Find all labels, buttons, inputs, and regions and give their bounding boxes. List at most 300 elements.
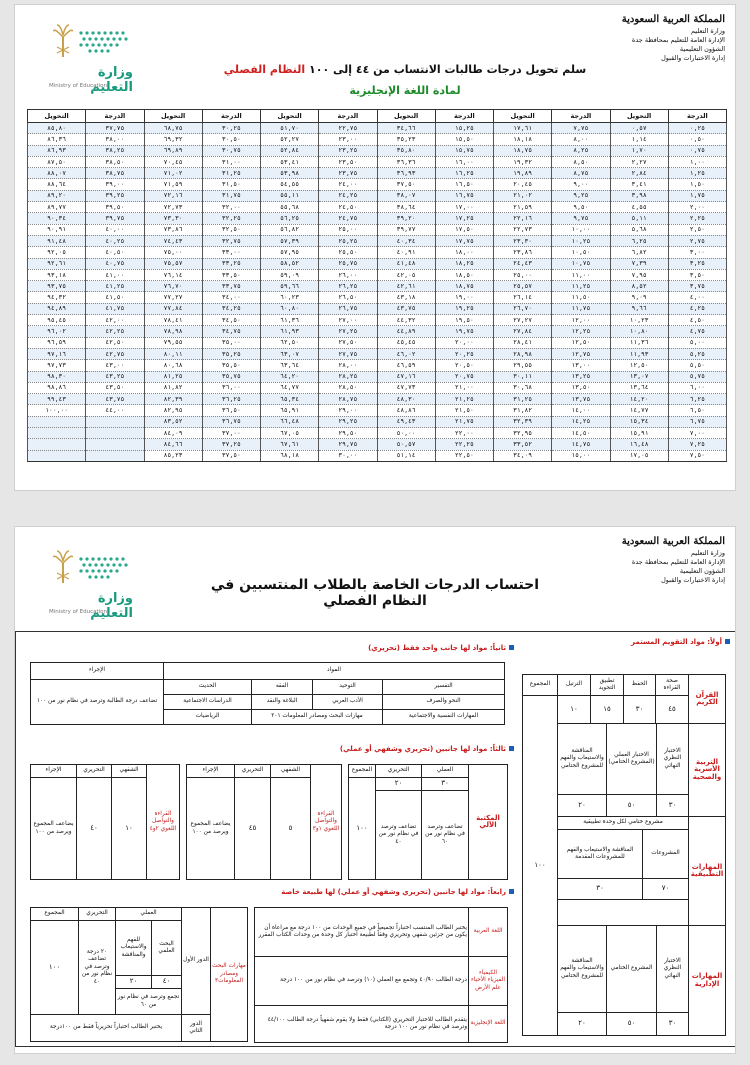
converted-cell: ٤٤,٨٩ [377, 326, 435, 337]
grade-cell [86, 450, 144, 461]
grade-cell: ٦,٧٥ [668, 416, 726, 427]
grade-cell: ٣٨,٢٥ [86, 145, 144, 156]
converted-cell: ٦١,٣٦ [261, 315, 319, 326]
grade-cell: ٢٠,٠٠ [435, 337, 493, 348]
logo-english: Ministry of Education [49, 609, 108, 615]
sec3-h-total: المجموع [348, 764, 376, 778]
grade-cell: ١,٢٥ [668, 168, 726, 179]
col-grade-header: الدرجة [552, 110, 610, 123]
col-conv-header: التحويل [28, 110, 86, 123]
grade-cell: ٣٤,٥٠ [202, 315, 260, 326]
grade-cell: ٣٧,٥٠ [202, 450, 260, 461]
grade-cell: ٣٣,٥٠ [202, 269, 260, 280]
converted-cell: ٥٩,٦٦ [261, 281, 319, 292]
converted-cell: ٦٩,٨٩ [144, 145, 202, 156]
quran-v1: ٤٥ [655, 695, 689, 724]
table-row [28, 281, 727, 292]
grade-cell: ٦,٥٠ [668, 405, 726, 416]
converted-cell: ٤٠,٣٤ [377, 235, 435, 246]
subject-science: الكيمياء الفيزياء الأحياء علم الأرض [468, 956, 508, 1006]
converted-cell: ٤,٥٥ [610, 202, 668, 213]
converted-cell: ٢٦,١٤ [494, 292, 552, 303]
converted-cell: ٨٩,٢٠ [28, 190, 86, 201]
grade-cell: ٨,٥٠ [552, 156, 610, 167]
converted-cell: ٩٤,٨٩ [28, 303, 86, 314]
converted-cell: ٤٢,٦١ [377, 281, 435, 292]
converted-cell: ٨١,٨٢ [144, 382, 202, 393]
converted-cell: ٨٤,٠٩ [144, 428, 202, 439]
admin-name: الإدارة العامة للتعليم بمحافظة جدة [631, 558, 725, 566]
grade-cell: ٣٨,٠٠ [86, 134, 144, 145]
subject-applied: المهارات التطبيقية [688, 816, 726, 926]
converted-cell: ١٠٠,٠٠ [28, 405, 86, 416]
sec4-h-research: البحث العلمي [151, 920, 182, 976]
admin-h1: الاختبار النظري النهائي [656, 925, 689, 1013]
title-system: النظام الفصلي [223, 63, 306, 76]
grade-cell: ٣٢,٢٥ [202, 213, 260, 224]
quran-h1: صحة القراءة [655, 674, 689, 696]
bullet-square-icon [509, 645, 514, 650]
sec3-h-proc: الإجراء [30, 764, 77, 778]
arabic-rule: يختبر الطالب المنتسب اختباراً تجميعياً في جميع الوحدات من ١٠٠ درجة مع مراعاة أن يكون من جزئين شفهي وتحريري وفقاً لطبيعة اختبار كل وحدة من وحدات الكتاب المقرر [254, 907, 469, 957]
converted-cell: ٦٨,١٨ [261, 450, 319, 461]
converted-cell: ٢٣,٣٠ [494, 235, 552, 246]
converted-cell: ٩٨,٣٠ [28, 371, 86, 382]
grade-cell: ٢٣,٠٠ [319, 134, 377, 145]
converted-cell: ١١,٩٣ [610, 348, 668, 359]
col-grade-header: الدرجة [319, 110, 377, 123]
grade-cell: ١٩,٠٠ [435, 292, 493, 303]
table-row [28, 235, 727, 246]
grade-cell: ٤١,٥٠ [86, 292, 144, 303]
converted-cell: ٧٦,١٤ [144, 269, 202, 280]
sec4-v-understand: ٢٠ [115, 975, 152, 989]
converted-cell: ٩٦,٠٢ [28, 326, 86, 337]
converted-cell: ٣,٩٨ [610, 190, 668, 201]
table-row [28, 292, 727, 303]
converted-cell: ٥٦,٢٥ [261, 213, 319, 224]
sec3-h-written: التحريري [375, 764, 422, 778]
converted-cell: ٣٧,٥٠ [377, 179, 435, 190]
subject-library: المكتبة الآلي [468, 764, 508, 880]
converted-cell: ٤٥,٤٥ [377, 337, 435, 348]
table-row [28, 258, 727, 269]
converted-cell: ٩٢,٦١ [28, 258, 86, 269]
table-row [28, 315, 727, 326]
converted-cell: ٨٨,٦٤ [28, 179, 86, 190]
table-row [28, 224, 727, 235]
section-heading-4: رابعاً: مواد لها جانبين (تحريري وشفهي أو عملي) لها طبيعة خاصة [281, 888, 514, 896]
grade-cell: ١٩,٧٥ [435, 326, 493, 337]
grade-cell: ١٧,٠٠ [435, 202, 493, 213]
converted-cell: ٣٠,١١ [494, 371, 552, 382]
grade-cell: ٢٦,٧٥ [319, 303, 377, 314]
converted-cell: ٩٨,٨٦ [28, 382, 86, 393]
converted-cell: ٦٦,٤٨ [261, 416, 319, 427]
converted-cell: ١٧,٠٥ [610, 450, 668, 461]
grade-cell: ٦,٢٥ [668, 394, 726, 405]
affairs-name: الشؤون التعليمية [679, 567, 725, 575]
page-title: احتساب الدرجات الخاصة بالطلاب المنتسبين في النظام الفصلي [210, 577, 540, 609]
section-heading-1: أولاً: مواد التقويم المستمر [631, 638, 730, 646]
conversion-table-wrap [27, 109, 727, 491]
dots-pattern-icon [77, 29, 131, 55]
grade-cell: ٢٨,٧٥ [319, 394, 377, 405]
page-header [622, 535, 725, 585]
table-row [28, 416, 727, 427]
grade-cell: ١,٠٠ [668, 156, 726, 167]
sec4-h-total: المجموع [30, 907, 79, 921]
converted-cell: ٨٠,١١ [144, 348, 202, 359]
subject-subtitle: لمادة اللغة الإنجليزية [349, 84, 461, 97]
admin-name: الإدارة العامة للتعليم بمحافظة جدة [631, 36, 725, 44]
grade-cell: ٣٠,٠٠ [319, 450, 377, 461]
palm-emblem-icon [53, 549, 73, 585]
converted-cell: ٥٨,٥٢ [261, 258, 319, 269]
grade-cell: ١٢,٢٥ [552, 326, 610, 337]
converted-cell: ١٣,٠٧ [610, 371, 668, 382]
converted-cell: ٢٥,٥٧ [494, 281, 552, 292]
grade-cell: ٢٢,٠٠ [435, 428, 493, 439]
grade-cell: ١,٥٠ [668, 179, 726, 190]
converted-cell: ٧,٣٩ [610, 258, 668, 269]
grade-cell: ٣٥,٢٥ [202, 348, 260, 359]
converted-cell: ١١,٣٦ [610, 337, 668, 348]
grade-cell: ٨,٢٥ [552, 145, 610, 156]
grade-cell: ٣٠,٥٠ [202, 134, 260, 145]
table-row [28, 428, 727, 439]
sec3-w-val: ٢٠ [375, 777, 422, 791]
dots-pattern-icon [77, 555, 131, 581]
sec3-w1: ٤٥ [234, 777, 271, 880]
grade-cell: ١٥,٧٥ [435, 145, 493, 156]
converted-cell: ٧٠,٤٥ [144, 156, 202, 167]
grade-cell: ٣٣,٠٠ [202, 247, 260, 258]
table-row [28, 247, 727, 258]
col-conv-header: التحويل [144, 110, 202, 123]
converted-cell: ٤٧,٧٣ [377, 382, 435, 393]
conversion-sheet-page [14, 4, 736, 491]
grade-cell: ٢٩,٠٠ [319, 405, 377, 416]
converted-cell: ٧١,٠٢ [144, 168, 202, 179]
sec3-o1: ٥ [270, 777, 311, 880]
grade-cell: ١٨,٢٥ [435, 258, 493, 269]
palm-emblem-icon [53, 23, 73, 59]
converted-cell: ٦٣,٠٧ [261, 348, 319, 359]
converted-cell: ٣٥,٨٠ [377, 145, 435, 156]
grade-cell: ٥,٧٥ [668, 371, 726, 382]
grade-cell: ٩,٢٥ [552, 190, 610, 201]
converted-cell: ٢٩,٥٥ [494, 360, 552, 371]
converted-cell: ٩٢,٠٥ [28, 247, 86, 258]
converted-cell: ٥٠,٠٠ [377, 428, 435, 439]
sec3-h-oral: الشفهي [111, 764, 147, 778]
converted-cell: ٥١,٧٠ [261, 123, 319, 134]
sec2-r7: الرياضيات [163, 709, 252, 725]
grade-cell: ٣٥,٥٠ [202, 360, 260, 371]
grade-cell [86, 428, 144, 439]
conversion-table [27, 109, 727, 462]
converted-cell: ٩٠,٩١ [28, 224, 86, 235]
converted-cell: ٢٨,٩٨ [494, 348, 552, 359]
sec4-practical-note: تجمع وترصد في نظام نور من ٦٠ [115, 988, 182, 1015]
converted-cell: ٥٤,٥٥ [261, 179, 319, 190]
grade-cell: ٢١,٠٠ [435, 382, 493, 393]
sec3-h-written: التحريري [234, 764, 271, 778]
sec3-h-proc: الإجراء [186, 764, 235, 778]
grade-cell: ٤,٧٥ [668, 326, 726, 337]
converted-cell: ٥٧,٩٥ [261, 247, 319, 258]
grade-cell: ٤٢,٢٥ [86, 326, 144, 337]
converted-cell: ٢٧,٢٧ [494, 315, 552, 326]
converted-cell: ٦٧,٠٥ [261, 428, 319, 439]
grade-cell: ٣٥,٠٠ [202, 337, 260, 348]
converted-cell: ٤٧,١٦ [377, 371, 435, 382]
admin-v2: ٥٠ [606, 1012, 657, 1036]
grade-cell: ٣٢,٥٠ [202, 224, 260, 235]
grade-cell: ٢٠,٢٥ [435, 348, 493, 359]
converted-cell: ٧١,٥٩ [144, 179, 202, 190]
grade-cell: ٢٥,٥٠ [319, 247, 377, 258]
table-row [28, 190, 727, 201]
grade-cell: ٢٩,٧٥ [319, 439, 377, 450]
converted-cell: ٩٥,٤٥ [28, 315, 86, 326]
grade-cell: ٤١,٢٥ [86, 281, 144, 292]
converted-cell: ٩٠,٣٤ [28, 213, 86, 224]
converted-cell: ١٥,٩١ [610, 428, 668, 439]
english-rule: يتقدم الطالب للاختبار التحريري (الكتابي) فقط ولا يقوم شفهياً درجة الطالب ٤٤/١٠٠ وترصد في نظام نور من ١٠٠ درجة [254, 1005, 469, 1043]
sec3-total: ١٠٠ [348, 777, 376, 880]
converted-cell: ٦٧,٦١ [261, 439, 319, 450]
converted-cell: ٣١,٢٥ [494, 394, 552, 405]
grade-cell: ١٣,٢٥ [552, 371, 610, 382]
ministry-logo [33, 549, 133, 627]
converted-cell: ٣١,٨٢ [494, 405, 552, 416]
grade-cell: ٣٢,٧٥ [202, 235, 260, 246]
grade-cell: ٣٧,٠٠ [202, 428, 260, 439]
grade-cell: ١٠,٧٥ [552, 258, 610, 269]
converted-cell: ٢٣,٨٦ [494, 247, 552, 258]
converted-cell: ٥٠,٥٧ [377, 439, 435, 450]
converted-cell: ٩,٦٦ [610, 303, 668, 314]
grade-cell: ١٤,٧٥ [552, 439, 610, 450]
converted-cell: ٧٨,٤١ [144, 315, 202, 326]
grade-cell: ٣٠,٧٥ [202, 145, 260, 156]
grade-cell: ١٩,٢٥ [435, 303, 493, 314]
grade-cell: ٢٢,٢٥ [435, 439, 493, 450]
col-grade-header: الدرجة [86, 110, 144, 123]
grade-cell: ١٤,٢٥ [552, 416, 610, 427]
col-conv-header: التحويل [377, 110, 435, 123]
converted-cell: ٤٩,٤٣ [377, 416, 435, 427]
converted-cell: ٣٢,٣٩ [494, 416, 552, 427]
round2-rule: يختبر الطالب اختباراً تحريرياً فقط من ١٠٠درجة [30, 1014, 182, 1042]
grade-cell: ٤١,٧٥ [86, 303, 144, 314]
admin-h3: المناقشة والاستيعاب والفهم للمشروع الختامي [557, 925, 607, 1013]
grade-cell: ١٧,٢٥ [435, 213, 493, 224]
grade-cell: ٣,٠٠ [668, 247, 726, 258]
grade-cell: ٣١,٧٥ [202, 190, 260, 201]
converted-cell: ٩,٠٩ [610, 292, 668, 303]
sec3-o2: ١٠ [111, 777, 147, 880]
converted-cell: ٦٣,٦٤ [261, 360, 319, 371]
converted-cell: ٣٤,٠٩ [494, 450, 552, 461]
subject-research: مهارات البحث ومصادر المعلومات٣ [210, 907, 248, 1042]
sec3-p-val: ٣٠ [421, 777, 469, 791]
section-heading-3: ثالثاً: مواد لها جانبين (تحريري وشفهي أو عملي) [340, 745, 514, 753]
grade-cell: ٢٤,٧٥ [319, 213, 377, 224]
converted-cell: ٨٧,٥٠ [28, 156, 86, 167]
table-row [28, 145, 727, 156]
converted-cell: ٠,٥٧ [610, 123, 668, 134]
quran-h3: تطبيق التجويد [590, 674, 624, 696]
sec3-h-written: التحريري [76, 764, 112, 778]
converted-cell: ٦,٨٢ [610, 247, 668, 258]
converted-cell: ٧٧,٢٧ [144, 292, 202, 303]
grade-cell: ٤٠,٥٠ [86, 247, 144, 258]
converted-cell: ١٨,٧٥ [494, 145, 552, 156]
converted-cell: ٥٩,٠٩ [261, 269, 319, 280]
kingdom-name: المملكة العربية السعودية [621, 536, 725, 547]
bullet-square-icon [509, 746, 514, 751]
table-row [28, 348, 727, 359]
grade-cell: ٧,٧٥ [552, 123, 610, 134]
grade-cell: ٣٣,٧٥ [202, 281, 260, 292]
grade-cell: ١٣,٠٠ [552, 360, 610, 371]
grade-cell: ٢,٠٠ [668, 202, 726, 213]
converted-cell: ١,١٤ [610, 134, 668, 145]
grade-cell: ٧,٠٠ [668, 428, 726, 439]
sec4-written-note: ٢٠ درجة تضاعف وترصد في نظام نور من ٤٠ [78, 920, 116, 1015]
sec3-proc1: يضاعف المجموع ويرصد من ١٠٠ [186, 777, 235, 880]
quran-h4: الترتيل [557, 674, 591, 696]
converted-cell: ٥٦,٨٢ [261, 224, 319, 235]
converted-cell: ٨,٥٢ [610, 281, 668, 292]
grade-cell: ١,٧٥ [668, 190, 726, 201]
grade-cell: ٢٢,٧٥ [319, 123, 377, 134]
converted-cell: ٨٢,٣٩ [144, 394, 202, 405]
converted-cell: ٩٧,١٦ [28, 348, 86, 359]
converted-cell: ٥٣,٤١ [261, 156, 319, 167]
sec2-c4: الحديث [163, 679, 252, 695]
grade-cell: ١٤,٥٠ [552, 428, 610, 439]
grade-cell: ٣١,٠٠ [202, 156, 260, 167]
sec2-r1: النحو والصرف [382, 694, 505, 710]
admin-h2: المشروع الختامي [606, 925, 657, 1013]
converted-cell: ٦٠,٢٣ [261, 292, 319, 303]
converted-cell: ٨٢,٩٥ [144, 405, 202, 416]
grade-cell: ١٢,٠٠ [552, 315, 610, 326]
converted-cell: ٤٨,٨٦ [377, 405, 435, 416]
grade-cell: ١٢,٧٥ [552, 348, 610, 359]
grade-cell: ٣١,٥٠ [202, 179, 260, 190]
converted-cell: ١,٧٠ [610, 145, 668, 156]
grade-cell: ٢٨,٢٥ [319, 371, 377, 382]
converted-cell: ٩٦,٥٩ [28, 337, 86, 348]
sec2-r4: الدراسات الاجتماعية [163, 694, 252, 710]
family-v1: ٣٠ [656, 794, 689, 817]
converted-cell: ٤١,٤٨ [377, 258, 435, 269]
converted-cell: ٧٢,٧٣ [144, 202, 202, 213]
rules-frame [15, 631, 736, 1047]
converted-cell: ٧٧,٨٤ [144, 303, 202, 314]
converted-cell: ٧,٩٥ [610, 269, 668, 280]
converted-cell: ٩١,٤٨ [28, 235, 86, 246]
grade-cell: ٤٠,٢٥ [86, 235, 144, 246]
table-row [28, 202, 727, 213]
converted-cell: ٧٣,٣٠ [144, 213, 202, 224]
grade-cell: ٢٦,٥٠ [319, 292, 377, 303]
converted-cell: ١٠,٢٣ [610, 315, 668, 326]
table-row [28, 168, 727, 179]
applied-h1: المشروعات [642, 829, 689, 879]
converted-cell: ٤٠,٩١ [377, 247, 435, 258]
grade-cell: ٢٥,٧٥ [319, 258, 377, 269]
converted-cell: ٨٦,٩٣ [28, 145, 86, 156]
grade-cell: ٢٧,٧٥ [319, 348, 377, 359]
converted-cell: ٧٨,٩٨ [144, 326, 202, 337]
grade-cell: ١٠,٥٠ [552, 247, 610, 258]
converted-cell: ٨٩,٧٧ [28, 202, 86, 213]
grade-cell: ٣٦,٥٠ [202, 405, 260, 416]
converted-cell: ٨٨,٠٧ [28, 168, 86, 179]
converted-cell: ١٤,٧٧ [610, 405, 668, 416]
converted-cell: ٢,٢٧ [610, 156, 668, 167]
logo-arabic: وزارة التعليم [90, 65, 133, 95]
grade-cell: ٩,٧٥ [552, 213, 610, 224]
grade-cell: ٣٦,٧٥ [202, 416, 260, 427]
converted-cell: ٣٩,٢٠ [377, 213, 435, 224]
converted-cell: ٤٣,٧٥ [377, 303, 435, 314]
converted-cell: ١٨,١٨ [494, 134, 552, 145]
grade-cell: ٢,٧٥ [668, 235, 726, 246]
grade-cell: ٣٠,٢٥ [202, 123, 260, 134]
converted-cell: ٧٢,١٦ [144, 190, 202, 201]
converted-cell: ٥٢,٢٧ [261, 134, 319, 145]
converted-cell: ٨١,٢٥ [144, 371, 202, 382]
converted-cell: ٦٥,٩١ [261, 405, 319, 416]
converted-cell: ٢١,٥٩ [494, 202, 552, 213]
grade-cell: ٣٩,٥٠ [86, 202, 144, 213]
grade-cell [86, 439, 144, 450]
grade-cell: ٢٤,٥٠ [319, 202, 377, 213]
table-row [28, 360, 727, 371]
grade-cell: ٤٢,٥٠ [86, 337, 144, 348]
grade-cell: ٠,٧٥ [668, 145, 726, 156]
grade-cell: ٢٤,٢٥ [319, 190, 377, 201]
grade-cell: ١٦,٠٠ [435, 156, 493, 167]
grade-cell: ٣٤,٠٠ [202, 292, 260, 303]
col-grade-header: الدرجة [435, 110, 493, 123]
converted-cell: ٩٧,٧٣ [28, 360, 86, 371]
grade-cell: ١٨,٧٥ [435, 281, 493, 292]
applied-v1: ٧٠ [642, 878, 689, 900]
grade-cell: ٤٠,٧٥ [86, 258, 144, 269]
grade-cell: ١٣,٥٠ [552, 382, 610, 393]
converted-cell: ٣٨,٦٤ [377, 202, 435, 213]
page-header [622, 13, 725, 63]
converted-cell: ٦٩,٣٢ [144, 134, 202, 145]
ministry-name: وزارة التعليم [690, 27, 725, 35]
sec2-r5: المهارات النفسية والاجتماعية [382, 709, 505, 725]
converted-cell: ٦,٢٥ [610, 235, 668, 246]
grade-cell: ٤٠,٠٠ [86, 224, 144, 235]
grade-cell: ٣٩,٠٠ [86, 179, 144, 190]
grade-cell: ٤٣,٥٠ [86, 382, 144, 393]
grade-cell: ٤٤,٠٠ [86, 405, 144, 416]
converted-cell: ١٧,٦١ [494, 123, 552, 134]
converted-cell: ٨٤,٦٦ [144, 439, 202, 450]
